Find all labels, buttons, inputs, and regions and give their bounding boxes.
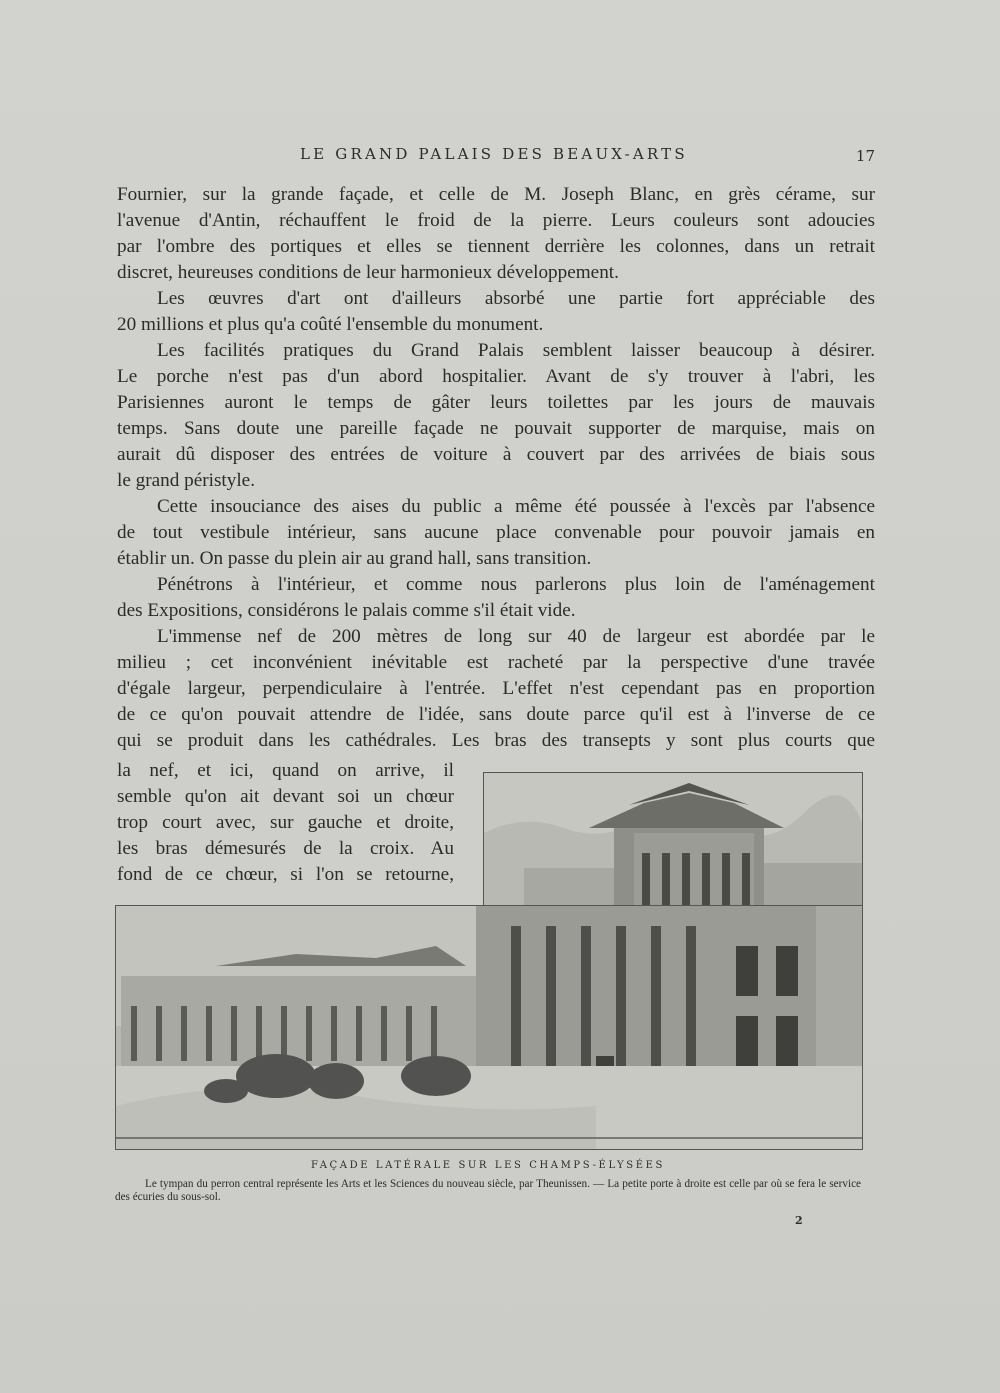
text-line: Le porche n'est pas d'un abord hospitalier. Avant de s'y trouver à l'abri, les bbox=[117, 366, 875, 387]
text-line: Fournier, sur la grande façade, et celle de M. Joseph Blanc, en grès cérame, sur bbox=[117, 184, 875, 205]
text-line: Pénétrons à l'intérieur, et comme nous parlerons plus loin de l'aménagement bbox=[157, 574, 875, 595]
text-line: qui se produit dans les cathédrales. Les bras des transepts y sont plus courts que bbox=[117, 730, 875, 751]
body-text bbox=[117, 182, 875, 754]
illustration-main bbox=[115, 905, 863, 1150]
text-line: aurait dû disposer des entrées de voiture à couvert par des arrivées de biais sous bbox=[117, 444, 875, 465]
text-line: L'immense nef de 200 mètres de long sur 40 de largeur est abordée par le bbox=[157, 626, 875, 647]
text-line: semble qu'on ait devant soi un chœur bbox=[117, 786, 454, 807]
illustration-top bbox=[483, 772, 863, 907]
text-line: par l'ombre des portiques et elles se tiennent derrière les colonnes, dans un retrait bbox=[117, 236, 875, 257]
text-line: Les facilités pratiques du Grand Palais semblent laisser beaucoup à désirer. bbox=[157, 340, 875, 361]
page-number: 17 bbox=[855, 147, 875, 165]
caption-text: Le tympan du perron central représente les Arts et les Sciences du nouveau siècle, par Theunissen. — La petite porte à droite est celle par où se fera le service des écuries du sous-sol. bbox=[115, 1178, 861, 1203]
text-line: Cette insouciance des aises du public a même été poussée à l'excès par l'absence bbox=[157, 496, 875, 517]
text-line: établir un. On passe du plein air au grand hall, sans transition. bbox=[117, 548, 592, 569]
text-line: les bras démesurés de la croix. Au bbox=[117, 838, 454, 859]
text-line: fond de ce chœur, si l'on se retourne, bbox=[117, 864, 454, 885]
text-line: Les œuvres d'art ont d'ailleurs absorbé une partie fort appréciable des bbox=[157, 288, 875, 309]
text-line: Parisiennes auront le temps de gâter leurs toilettes par les jours de mauvais bbox=[117, 392, 875, 413]
text-line: d'égale largeur, perpendiculaire à l'entrée. L'effet n'est cependant pas en proportion bbox=[117, 678, 875, 699]
text-line: discret, heureuses conditions de leur harmonieux développement. bbox=[117, 262, 619, 283]
body-text-wrapped bbox=[117, 758, 454, 888]
text-line: le grand péristyle. bbox=[117, 470, 255, 491]
caption-title: FAÇADE LATÉRALE SUR LES CHAMPS-ÉLYSÉES bbox=[311, 1160, 665, 1171]
sheet-number: 2 bbox=[795, 1214, 803, 1227]
text-line: temps. Sans doute une pareille façade ne pouvait supporter de marquise, mais on bbox=[117, 418, 875, 439]
text-line: trop court avec, sur gauche et droite, bbox=[117, 812, 454, 833]
text-line: milieu ; cet inconvénient inévitable est racheté par la perspective d'une travée bbox=[117, 652, 875, 673]
text-line: 20 millions et plus qu'a coûté l'ensemble du monument. bbox=[117, 314, 544, 335]
page-header bbox=[115, 145, 875, 169]
text-line: de ce qu'on pouvait attendre de l'idée, sans doute parce qu'il est à l'inverse de ce bbox=[117, 704, 875, 725]
text-line: la nef, et ici, quand on arrive, il bbox=[117, 760, 454, 781]
text-line: des Expositions, considérons le palais comme s'il était vide. bbox=[117, 600, 576, 621]
text-line: de tout vestibule intérieur, sans aucune place convenable pour pouvoir jamais en bbox=[117, 522, 875, 543]
running-title: LE GRAND PALAIS DES BEAUX-ARTS bbox=[300, 145, 688, 163]
text-line: l'avenue d'Antin, réchauffent le froid de la pierre. Leurs couleurs sont adoucies bbox=[117, 210, 875, 231]
